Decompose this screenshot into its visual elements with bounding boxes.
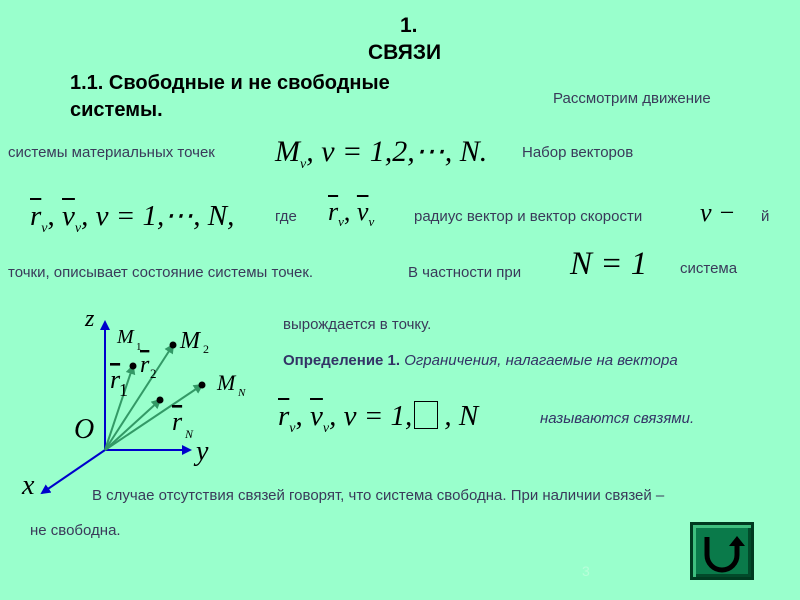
definition-text: Ограничения, налагаемые на вектора: [400, 352, 678, 369]
text-bottom-line1: В случае отсутствия связей говорят, что система свободна. При наличии связей –: [92, 487, 665, 504]
formula-m-sub: ν: [300, 157, 307, 172]
formula-r3-sub: ν: [289, 420, 296, 436]
label-y: y: [196, 436, 209, 467]
formula-nu-dash: ν −: [700, 198, 736, 227]
formula-r2: $\overline{r}$: [328, 197, 339, 226]
formula-rv-list: $\overline{r}_\nu$, $\overline{v}_\nu$, ν = 1,⋯, N,: [30, 200, 235, 236]
formula-rv-rest: , ν = 1,⋯, N,: [81, 200, 235, 232]
subsection-title-line1: 1.1. Свободные и не свободные: [70, 72, 390, 94]
formula-v2-sub: ν: [368, 214, 375, 230]
label-origin: O: [74, 414, 95, 445]
formula-v3: $\overline{v}$: [310, 400, 323, 432]
text-vector-set: Набор векторов: [522, 144, 634, 161]
formula-n-end: , N: [444, 400, 479, 432]
return-arrow-icon: [693, 525, 751, 577]
text-degenerates: вырождается в точку.: [283, 316, 432, 333]
formula-r-sub: ν: [41, 220, 48, 236]
formula-rv2-rest: , ν = 1,: [329, 400, 413, 432]
label-z: z: [85, 306, 95, 332]
page-number: 3: [582, 563, 590, 579]
label-x: x: [22, 470, 35, 500]
label-mn-sub: N: [238, 387, 246, 399]
formula-v3-sub: ν: [322, 420, 330, 436]
formula-v2: $\overline{v}$: [356, 197, 369, 226]
formula-r3: $\overline{r}$: [278, 400, 290, 432]
label-m2: M: [180, 328, 200, 354]
formula-rv-list2: $\overline{r}_\nu$, $\overline{v}_\nu$, ν = 1, , N: [278, 400, 479, 436]
text-y-letter: й: [761, 208, 770, 225]
text-radius: радиус вектор и вектор скорости: [414, 208, 643, 225]
label-m1-sub: 1: [136, 341, 142, 353]
point-mid: [157, 397, 164, 404]
coordinate-diagram: [0, 300, 260, 500]
text-system: система: [680, 260, 738, 277]
definition-label: Определение 1.: [283, 352, 401, 369]
text-points-desc: точки, описывает состояние системы точек.: [8, 264, 314, 281]
label-m2-sub: 2: [203, 342, 209, 356]
label-r2: r: [140, 352, 150, 378]
page-title: СВЯЗИ: [368, 41, 442, 64]
text-bottom-line2: не свободна.: [30, 522, 121, 539]
label-r1: r: [110, 365, 121, 394]
label-rn-sub: N: [185, 427, 194, 441]
subsection-title: [70, 70, 390, 124]
text-system-points: системы материальных точек: [8, 144, 215, 161]
text-where: где: [275, 208, 297, 225]
point-m2: [170, 342, 177, 349]
section-number: 1.: [400, 14, 418, 37]
formula-m-rest: , ν = 1,2,⋯, N.: [306, 135, 488, 168]
vector-r2: [105, 345, 173, 450]
text-consider: Рассмотрим движение: [553, 90, 711, 107]
label-r2-sub: 2: [150, 366, 157, 381]
formula-v-sub: ν: [74, 220, 82, 236]
formula-rv-pair: $\overline{r}_\nu$, $\overline{v}_\nu$: [328, 197, 375, 230]
missing-glyph-box: [414, 401, 438, 429]
text-in-particular: В частности при: [408, 264, 522, 281]
label-r1-sub: 1: [119, 380, 128, 400]
label-mn: M: [217, 370, 236, 395]
formula-n-eq-1: N = 1: [570, 246, 648, 282]
formula-r: $\overline{r}$: [30, 200, 42, 232]
formula-v: $\overline{v}$: [62, 200, 75, 232]
point-m1: [130, 363, 137, 370]
subsection-title-line2: системы.: [70, 99, 163, 121]
formula-m-nu: [275, 134, 487, 173]
definition: [283, 352, 678, 369]
label-rn: r: [172, 407, 183, 436]
point-mn: [199, 382, 206, 389]
formula-m: M: [275, 135, 300, 168]
return-button[interactable]: [690, 522, 754, 580]
text-called-constraints: называются связями.: [540, 410, 695, 427]
formula-r2-sub: ν: [338, 214, 344, 230]
label-m1: M: [117, 326, 134, 348]
